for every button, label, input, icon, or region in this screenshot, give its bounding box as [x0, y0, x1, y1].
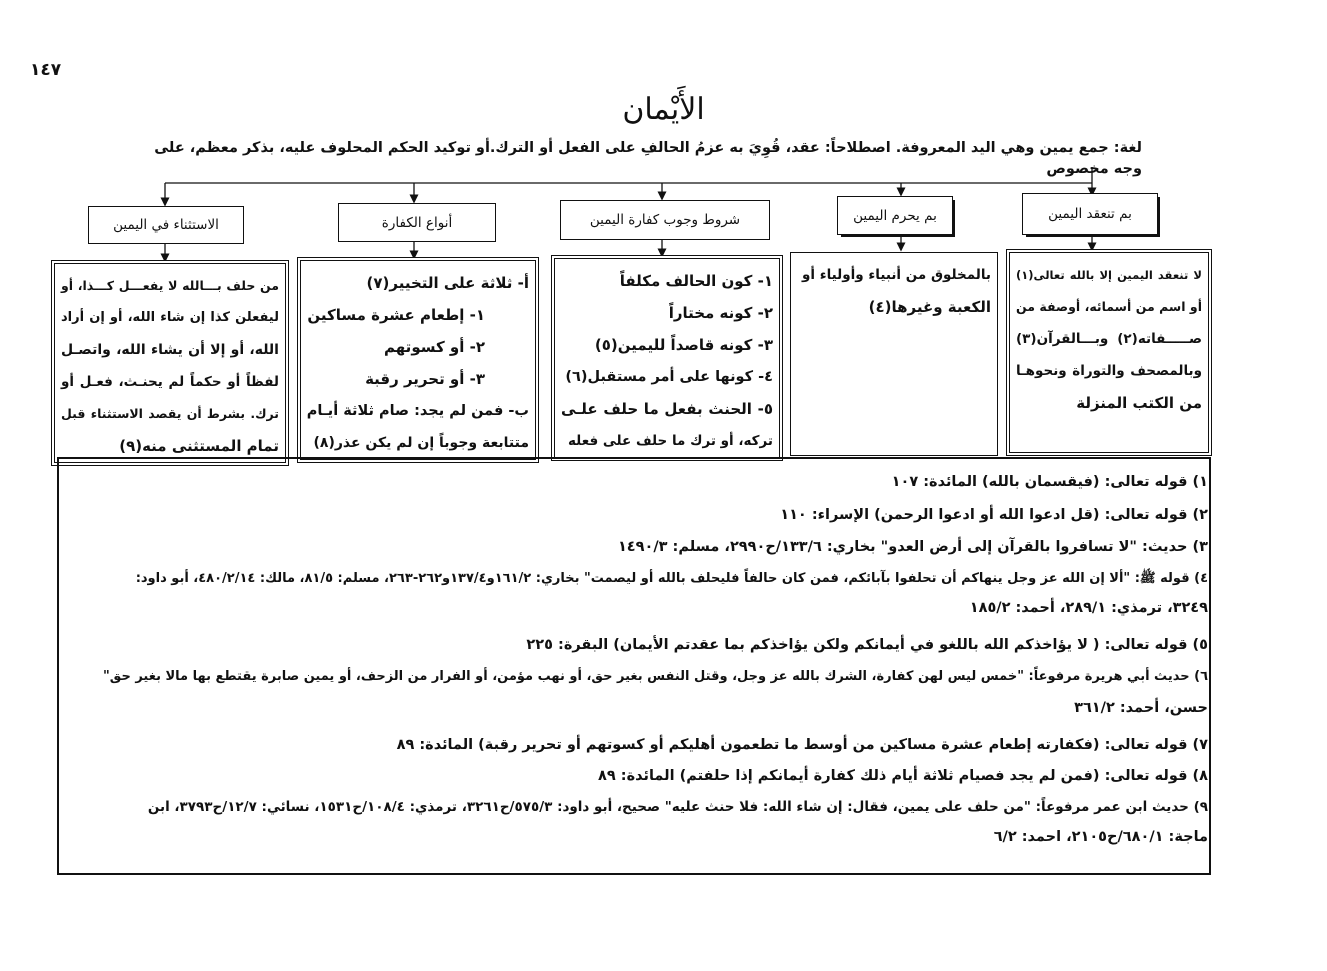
footnote-6-cont: حسن، أحمد: ٣٦١/٢: [1074, 700, 1208, 716]
branch-3-line: ٤- كونها على أمر مستقبل(٦): [565, 369, 773, 385]
footnote-3: ٣) حديث: "لا تسافروا بالقرآن إلى أرض العدو" بخاري: ١٣٣/٦/ح٢٩٩٠، مسلم: ١٤٩٠/٣: [617, 539, 1208, 555]
footnote-9-cont: ماجة: ٦٨٠/١/ح٢١٠٥، احمد: ٦/٢: [993, 829, 1208, 845]
branch-3-line: ٣- كونه قاصداً لليمين(٥): [594, 336, 773, 354]
heading-4: أنواع الكفارة: [381, 214, 453, 231]
branch-4-line: أ- ثلاثة على التخيير(٧): [366, 274, 529, 292]
branch-3-line: ٥- الحنث بفعل ما حلف علـى: [561, 400, 773, 418]
footnote-5: ٥) قوله تعالى: ( لا يؤاخذكم الله باللغو في أيمانكم ولكن يؤاخذكم بما عقدتم الأيمان) البقرة: ٢٢٥: [526, 637, 1208, 653]
heading-2: بم يحرم اليمين: [853, 207, 937, 224]
branch-4-line: ب- فمن لم يجد: صام ثلاثة أيـام: [306, 403, 529, 419]
branch-2-line: بالمخلوق من أنبياء وأولياء أو: [801, 267, 991, 283]
content-box-2: [790, 252, 998, 456]
branch-1-line: وبالمصحف والتوراة ونحوهـا: [1016, 363, 1202, 379]
definition-text: لغة: جمع يمين وهي اليد المعروفة. اصطلاحاً: عقد، قُوِيَ به عزمُ الحالفِ على الفعل أو الترك.أو توكيد الحكم المحلوف عليه، بذكر معظم، على وجه مخصوص: [154, 140, 1142, 177]
branch-4-line: متتابعة وجوباً إن لم يكن عذر(٨): [313, 435, 529, 451]
heading-5: الاستثناء في اليمين: [113, 217, 219, 233]
footnote-9: ٩) حديث ابن عمر مرفوعاً: "من حلف على يمين، فقال: إن شاء الله: فلا حنث عليه" صحيح، أبو داود: ٥٧٥/٣/ح٣٢٦١، ترمذي: ١٠٨/٤/ح١٥٣١، نسائي: ١٢/٧/ح٣٧٩٣، ابن: [147, 799, 1208, 815]
branch-1-line: لا تنعقد اليمين إلا بالله تعالى(١): [1016, 268, 1202, 282]
content-box-4: [300, 260, 536, 460]
heading-3: شروط وجوب كفارة اليمين: [589, 212, 741, 228]
footnote-7: ٧) قوله تعالى: (فكفارته إطعام عشرة مساكين من أوسط ما تطعمون أهليكم أو كسوتهم أو تحرير رقبة) المائدة: ٨٩: [396, 737, 1208, 753]
branch-5-line: من حلف بـــالله لا يفعـــل كـــذا، أو: [61, 278, 279, 293]
branch-5-line: لفظاً أو حكماً لم يحنـث، فعـل أو: [61, 374, 279, 390]
branch-4-line: ٢- أو كسوتهم: [384, 338, 485, 356]
footnote-4-cont: ٣٢٤٩، ترمذي: ٢٨٩/١، أحمد: ١٨٥/٢: [969, 600, 1208, 616]
content-box-5: [54, 263, 286, 463]
branch-1-line: صـــــفاته(٢) وبـــالقرآن(٣): [1016, 331, 1202, 347]
content-box-1: [1009, 252, 1209, 453]
branch-2-line: الكعبة وغيرها(٤): [868, 298, 991, 316]
branch-3-line: ١- كون الحالف مكلفاً: [619, 272, 773, 290]
branch-4-line: ٣- أو تحرير رقبة: [365, 370, 485, 388]
footnote-8: ٨) قوله تعالى: (فمن لم يجد فصيام ثلاثة أيام ذلك كفارة أيمانكم إذا حلفتم) المائدة: ٨٩: [598, 768, 1208, 784]
page-number: ١٤٧: [30, 60, 62, 80]
heading-box-4: [338, 203, 496, 242]
branch-5-line: تمام المستثنى منه(٩): [119, 437, 279, 455]
heading-box-1: [1023, 194, 1157, 234]
heading-box-3: [560, 200, 770, 240]
heading-1: بم تنعقد اليمين: [1048, 206, 1132, 222]
branch-1-line: أو اسم من أسمائه، أوصفة من: [1016, 299, 1202, 314]
branch-5-line: الله، أو إلا أن يشاء الله، واتصـل: [61, 342, 279, 358]
branch-4-line: ١- إطعام عشرة مساكين: [307, 306, 485, 324]
branch-3-line: ٢- كونه مختاراً: [668, 304, 773, 322]
branch-5-line: ليفعلن كذا إن شاء الله، أو إن أراد: [61, 310, 279, 325]
branch-3-line: تركه، أو ترك ما حلف على فعله: [568, 433, 773, 449]
branch-5-line: ترك. بشرط أن يقصد الاستثناء قبل: [61, 406, 279, 421]
heading-box-5: [88, 206, 244, 244]
heading-box-2: [838, 197, 952, 234]
footnote-4: ٤) قوله ﷺ: "ألا إن الله عز وجل ينهاكم أن تحلفوا بآبائكم، فمن كان حالفاً فليحلف بالله أو ليصمت" بخاري: ١٦١/٢و١٣٧/٤و٢٦٢-٢٦٣، مسلم: ٨١/٥، مالك: ٤٨٠/٢/١٤، أبو داود:: [135, 571, 1208, 586]
footnote-1: ١) قوله تعالى: (فيقسمان بالله) المائدة: ١٠٧: [891, 474, 1208, 490]
footnote-2: ٢) قوله تعالى: (قل ادعوا الله أو ادعوا الرحمن) الإسراء: ١١٠: [780, 507, 1208, 523]
content-box-3: [554, 258, 780, 458]
page-title: الأَيْمان: [622, 92, 705, 127]
footnote-6: ٦) حديث أبي هريرة مرفوعاً: "خمس ليس لهن كفارة، الشرك بالله عز وجل، وقتل النفس بغير حق، أو نهب مؤمن، أو الفرار من الزحف، أو يمين صابرة يقتطع بها مالا بغير حق": [102, 669, 1208, 684]
branch-1-line: من الكتب المنزلة: [1076, 394, 1202, 412]
